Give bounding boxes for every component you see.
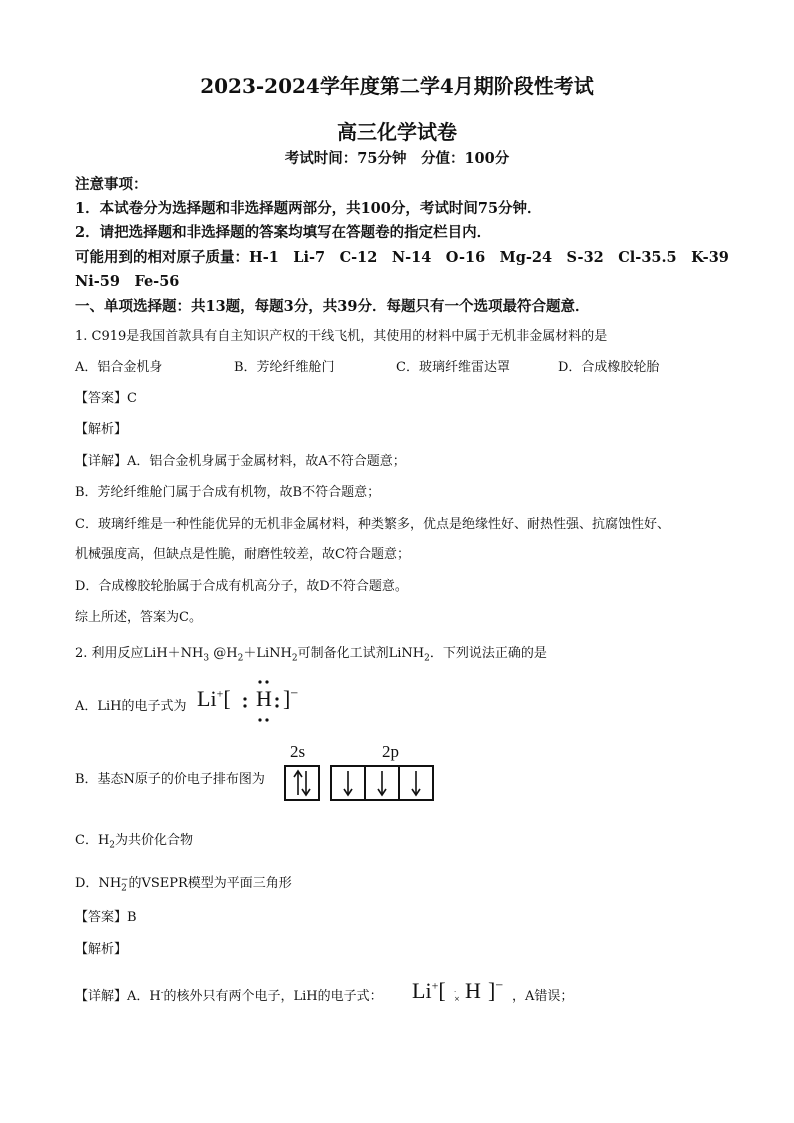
exam-info: 考试时间：75分钟 分值：100分 xyxy=(284,150,510,167)
orbital-2p-box-2 xyxy=(364,765,400,801)
option-c-prefix: C． xyxy=(75,833,98,848)
q1-analysis-label: 【解析】 xyxy=(75,422,128,437)
down-arrow-icon xyxy=(400,767,432,799)
orbital-2p-box-3 xyxy=(398,765,434,801)
answer-value: C xyxy=(127,391,137,406)
notice-heading: 注意事项： xyxy=(75,176,148,193)
atomic-mass-line-2: Ni-59 Fe-56 xyxy=(75,273,180,290)
q2-reagent-formula: LiNH$_2$ xyxy=(388,646,430,664)
n-orbital-diagram xyxy=(284,765,446,801)
q2-stem xyxy=(75,642,547,664)
electron-dots xyxy=(412,974,512,1010)
q1-detail-1 xyxy=(75,450,406,469)
option-d-prefix: D． xyxy=(75,876,99,891)
option-c-suffix: 为共价化合物 xyxy=(115,833,194,848)
orbital-2s-box xyxy=(284,765,320,801)
q1-detail-5: D．合成橡胶轮胎属于合成有机高分子，故D不符合题意。 xyxy=(75,579,408,594)
q2-stem-end: ．下列说法正确的是 xyxy=(429,646,547,661)
q1-detail-3: C．玻璃纤维是一种性能优异的无机非金属材料，种类繁多，优点是绝缘性好、耐热性强、抗腐蚀性好、 xyxy=(75,517,670,532)
section-heading: 一、单项选择题：共13题，每题3分，共39分．每题只有一个选项最符合题意． xyxy=(75,298,590,315)
q1-option-b: B．芳纶纤维舱门 xyxy=(234,360,335,375)
option-d-suffix: 的VSEPR模型为平面三角形 xyxy=(128,876,292,891)
q2-option-a-text: A．LiH的电子式为 xyxy=(75,699,187,714)
answer-label: 【答案】 xyxy=(75,910,128,925)
q1-detail-2: B．芳纶纤维舱门属于合成有机物，故B不符合题意； xyxy=(75,485,381,500)
q2-detail-a: 【详解】A．H-的核外只有两个电子，LiH的电子式： xyxy=(75,987,383,1004)
detail-a-text: A．H xyxy=(127,989,161,1004)
detail-label: 【详解】 xyxy=(75,454,128,469)
q1-option-a: A．铝合金机身 xyxy=(75,360,163,375)
q1-stem: 1. C919是我国首款具有自主知识产权的干线飞机，其使用的材料中属于无机非金属材料的是 xyxy=(75,329,608,344)
atomic-mass-line-1: 可能用到的相对原子质量：H-1 Li-7 C-12 N-14 O-16 Mg-24 S-32 Cl-35.5 K-39 xyxy=(75,249,729,266)
q1-detail-4: 机械强度高，但缺点是性脆，耐磨性较差，故C符合题意； xyxy=(75,547,410,562)
q2-stem-prefix: 2. 利用反应 xyxy=(75,646,144,661)
detail-a-text-2: 的核外只有两个电子，LiH的电子式： xyxy=(163,989,383,1004)
q2-option-c xyxy=(75,829,193,851)
notice-item-1: 1．本试卷分为选择题和非选择题两部分，共100分，考试时间75分钟． xyxy=(75,200,542,217)
q2-analysis-label: 【解析】 xyxy=(75,942,128,957)
q2-stem-suffix: 可制备化工试剂 xyxy=(297,646,389,661)
up-down-arrows-icon xyxy=(286,767,318,799)
detail-text: A．铝合金机身属于金属材料，故A不符合题意； xyxy=(127,454,406,469)
q2-option-b-text: B．基态N原子的价电子排布图为 xyxy=(75,772,265,787)
q2-detail-a-end: ，A错误； xyxy=(512,989,574,1004)
svg-text:×: × xyxy=(454,995,460,1003)
orbital-2s-label: 2s xyxy=(290,742,306,761)
down-arrow-icon xyxy=(332,767,364,799)
answer-label: 【答案】 xyxy=(75,391,128,406)
q1-option-d: D．合成橡胶轮胎 xyxy=(558,360,660,375)
q2-option-d xyxy=(75,872,292,894)
lih-electron-formula-wrong: Li+[ H ]− xyxy=(197,678,312,722)
notice-item-2: 2．请把选择题和非选择题的答案均填写在答题卷的指定栏目内． xyxy=(75,224,492,241)
q1-detail-6: 综上所述，答案为C。 xyxy=(75,610,202,625)
answer-value: B xyxy=(127,910,137,925)
orbital-2p-label: 2p xyxy=(382,742,399,761)
q1-option-c: C．玻璃纤维雷达罩 xyxy=(396,360,510,375)
orbital-2p-box-1 xyxy=(330,765,366,801)
electron-dots xyxy=(197,678,312,722)
nh2-minus-formula: $NH_2^-$ xyxy=(98,874,129,894)
q2-reaction-equation: $LiH+NH_3$ $@H_2+LiNH_2$ xyxy=(143,646,298,664)
q2-answer xyxy=(75,906,137,925)
q1-answer xyxy=(75,387,137,406)
svg-text:·: · xyxy=(454,988,457,996)
lih-electron-formula-correct: Li+[ H ]− · × xyxy=(412,974,512,1010)
exam-title: 2023-2024学年度第二学4月期阶段性考试 xyxy=(200,74,594,98)
down-arrow-icon xyxy=(366,767,398,799)
exam-subtitle: 高三化学试卷 xyxy=(337,120,457,144)
h2-formula: $H_2$ xyxy=(97,833,116,851)
detail-label: 【详解】 xyxy=(75,989,128,1004)
